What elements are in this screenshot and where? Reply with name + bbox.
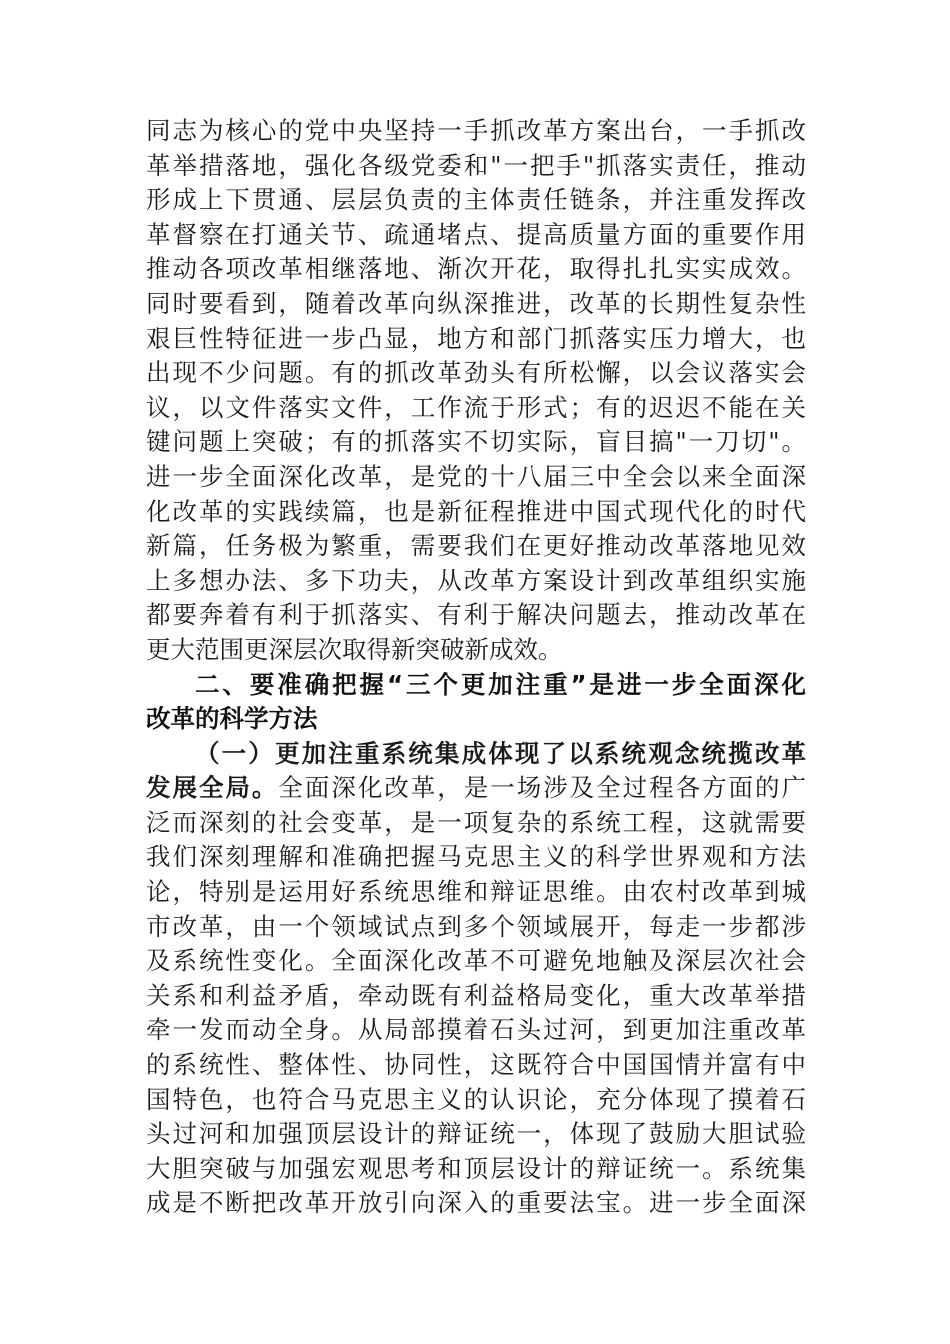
text-line: 头过河和加强顶层设计的辩证统一，体现了鼓励大胆试验 <box>146 1119 806 1149</box>
text-line: 键问题上突破；有的抓落实不切实际，盲目搞"一刀切"。 <box>146 427 806 457</box>
text-line: 出现不少问题。有的抓改革劲头有所松懈，以会议落实会 <box>146 358 806 388</box>
text-line: 关系和利益矛盾，牵动既有利益格局变化，重大改革举措 <box>146 980 806 1010</box>
text-line: 同志为核心的党中央坚持一手抓改革方案出台，一手抓改 <box>146 116 806 145</box>
text-line: 上多想办法、多下功夫，从改革方案设计到改革组织实施 <box>146 565 806 595</box>
text-line: 论，特别是运用好系统思维和辩证思维。由农村改革到城 <box>146 877 806 907</box>
text-line <box>146 771 806 806</box>
subsection-title: （一）更加注重系统集成体现了以系统观念统揽改革 <box>195 738 806 768</box>
paragraph-3 <box>146 460 806 668</box>
text-line: 及系统性变化。全面深化改革不可避免地触及深层次社会 <box>146 946 806 976</box>
heading-line: 改革的科学方法 <box>146 704 318 734</box>
heading-line: 二、要准确把握“三个更加注重”是进一步全面深化 <box>195 669 806 699</box>
text-line: 都要奔着有利于抓落实、有利于解决问题去，推动改革在 <box>146 600 806 630</box>
text-line: 我们深刻理解和准确把握马克思主义的科学世界观和方法 <box>146 842 806 872</box>
text-line: 同时要看到，随着改革向纵深推进，改革的长期性复杂性 <box>146 288 806 318</box>
text-line: 形成上下贯通、层层负责的主体责任链条，并注重发挥改 <box>146 185 806 215</box>
subsection-1 <box>146 737 806 1221</box>
paragraph-1 <box>146 114 806 287</box>
text-line: 牵一发而动全身。从局部摸着石头过河，到更加注重改革 <box>146 1015 806 1045</box>
text-line: 艰巨性特征进一步凸显，地方和部门抓落实压力增大，也 <box>146 323 806 353</box>
text-line: 新篇，任务极为繁重，需要我们在更好推动改革落地见效 <box>146 531 806 561</box>
text-line: 进一步全面深化改革，是党的十八届三中全会以来全面深 <box>146 461 806 491</box>
section-heading <box>146 668 806 737</box>
text-line: 泛而深刻的社会变革，是一项复杂的系统工程，这就需要 <box>146 807 806 837</box>
paragraph-2 <box>146 287 806 460</box>
text-line: 大胆突破与加强宏观思考和顶层设计的辩证统一。系统集 <box>146 1153 806 1183</box>
text-line: 革督察在打通关节、疏通堵点、提高质量方面的重要作用 <box>146 219 806 249</box>
text-line: 议，以文件落实文件，工作流于形式；有的迟迟不能在关 <box>146 392 806 422</box>
subsection-text: 全面深化改革，是一场涉及全过程各方面的广 <box>278 773 806 803</box>
text-line: 革举措落地，强化各级党委和"一把手"抓落实责任，推动 <box>146 150 806 180</box>
text-line: 推动各项改革相继落地、渐次开花，取得扎扎实实成效。 <box>146 254 806 284</box>
text-line: 市改革，由一个领域试点到多个领域展开，每走一步都涉 <box>146 911 806 941</box>
text-line: 更大范围更深层次取得新突破新成效。 <box>146 634 563 664</box>
text-line: 国特色，也符合马克思主义的认识论，充分体现了摸着石 <box>146 1084 806 1114</box>
body-text <box>146 114 806 1221</box>
subsection-title-end: 发展全局。 <box>146 773 279 803</box>
text-line: 化改革的实践续篇，也是新征程推进中国式现代化的时代 <box>146 496 806 526</box>
text-line: 的系统性、整体性、协同性，这既符合中国国情并富有中 <box>146 1050 806 1080</box>
text-line: 成是不断把改革开放引向深入的重要法宝。进一步全面深 <box>146 1188 806 1218</box>
